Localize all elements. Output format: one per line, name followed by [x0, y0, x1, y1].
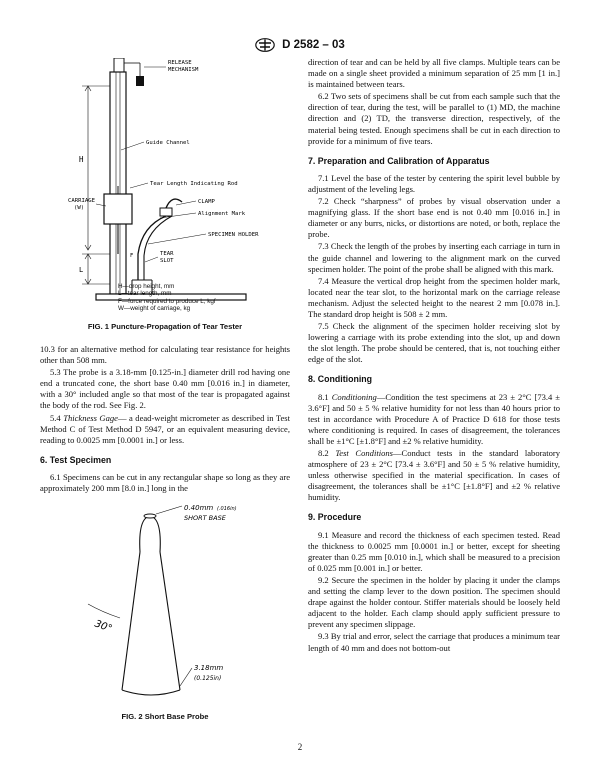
paragraph: 10.3 for an alternative method for calculating tear resistance for heights other than 508 mm. [40, 344, 290, 366]
paragraph: 7.2 Check “sharpness” of probes by visual observation under a magnifying glass. If the short base end is not 0.40 mm [0.016 in.] in diameter or any burrs, nicks, or distortions are noted, or both, replace the probe. [308, 196, 560, 240]
paragraph: 7.4 Measure the vertical drop height from the specimen holder mark, located near the tear slot, to the horizontal mark on the carriage release mechanism. Adjust the selected height to the nearest 2 mm [0.078 in.]. The standard drop height is 508 ± 2 mm. [308, 275, 560, 319]
paragraph: 7.5 Check the alignment of the specimen holder receiving slot by lowering a carriage with its probe extending into the slot, up and down the slot length. The probe should be centered, that is, not touching either edge of the slot. [308, 321, 560, 365]
fig1-legend [118, 283, 216, 313]
paragraph: 9.2 Secure the specimen in the holder by placing it under the clamps and setting the clamp lever to the down position. The specimen should drape against the holder contour. Stiffer materials should be loosely held adjacent to the holder. Each clamp should apply sufficient pressure to prevent any specimen slippage. [308, 574, 560, 630]
paragraph: 9.3 By trial and error, select the carriage that produces a minimum tear length of 40 mm and does not bottom-out [308, 631, 560, 653]
label-mechanism: MECHANISM [168, 67, 199, 73]
paragraph: 5.4 Thickness Gage— a dead-weight micrometer as described in Test Method C of Test Method D 5947, or an equivalent measuring device, reading to 0.0025 mm [0.0001 in.] or less. [40, 412, 290, 445]
label-specimen-holder: SPECIMEN HOLDER [208, 232, 259, 238]
section-heading: 6. Test Specimen [40, 454, 112, 465]
legend-item: H—drop height, mm [118, 283, 175, 290]
section-heading: 9. Procedure [308, 512, 362, 523]
paragraph: 7.1 Level the base of the tester by centering the spirit level bubble by adjustment of the leveling legs. [308, 172, 560, 194]
fig1-caption: FIG. 1 Puncture-Propagation of Tear Tester [87, 322, 243, 331]
label-tear: TEAR [160, 251, 174, 257]
paragraph: 9.1 Measure and record the thickness of each specimen tested. Read the thickness to 0.0025 mm [0.0001 in.] or better, except for sheeting greater than 0.25 mm [0.010 in.], which shall be measured to a precision of 0.025 mm [0.001 in.] or better. [308, 529, 560, 573]
paragraph: 7.3 Check the length of the probes by inserting each carriage in turn in the guide channel and lowering to the alignment mark on the curved specimen holder. The point of the probe shall be aligned with this mark. [308, 241, 560, 274]
astm-logo-icon [255, 38, 275, 52]
fig2-diameter: 3.18mm [194, 664, 224, 672]
document-code: D 2582 – 03 [282, 39, 345, 52]
fig2-top-label-in: (.016in) [217, 506, 237, 512]
label-release: RELEASE [168, 60, 192, 66]
page-header [0, 36, 600, 54]
label-slot: SLOT [160, 258, 174, 264]
legend-item: W—weight of carriage, kg [118, 305, 191, 313]
label-clamp: CLAMP [198, 199, 215, 205]
fig2-diameter-in: (0.125in) [194, 675, 222, 682]
section-heading: 7. Preparation and Calibration of Apparatus [308, 155, 490, 166]
fig2-short-base-probe-drawing [80, 500, 260, 705]
section-heading: 8. Conditioning [308, 374, 373, 385]
page-number: 2 [297, 742, 303, 752]
legend-item: L—tear length, mm [118, 290, 172, 298]
fig2-short-base: SHORT BASE [184, 514, 226, 522]
left-column [40, 344, 290, 494]
paragraph: 8.2 Test Conditions—Conduct tests in the standard laboratory atmosphere of 23 ± 2°C [73.4 ± 3.6°F] and 50 ± 5 % relative humidity, unless otherwise specified in the material specification. In cases of disagreement, the tolerances shall be ±1°C [±1.8°F] and ±2 % relative humidity. [308, 448, 560, 503]
paragraph: 6.1 Specimens can be cut in any rectangular shape so long as they are approximately 200 mm [8.0 in.] long in the [40, 471, 290, 494]
label-carriage-w: (W) [74, 205, 85, 211]
fig1-tear-tester-drawing [48, 58, 288, 318]
fig2-angle: 30° [92, 618, 114, 635]
label-carriage: CARRIAGE [68, 198, 95, 204]
fig2-caption: FIG. 2 Short Base Probe [121, 712, 209, 721]
paragraph: 8.1 Conditioning—Condition the test specimens at 23 ± 2°C [73.4 ± 3.6°F] and 50 ± 5 % relative humidity for not less than 40 hours prior to test in accordance with Procedure A of Practice D 618 for those tests where conditioning is required. In cases of disagreement, the tolerances shall be ±1°C [±1.8°F] and ±2 % relative humidity. [308, 391, 560, 446]
paragraph: 6.2 Two sets of specimens shall be cut from each sample such that the direction of tear, during the test, will be parallel to (1) MD, the machine direction and (2) TD, the transverse direction, respectively, of the material being tested. Enough specimens shall be cut in each direction to provide for a minimum of five tears. [308, 91, 560, 146]
label-tear-length-rod: Tear Length Indicating Rod [150, 181, 238, 187]
label-F: F [130, 253, 134, 259]
label-alignment-mark: Alignment Mark [198, 211, 246, 217]
paragraph: direction of tear and can be held by all five clamps. Multiple tears can be made on a single sheet provided a minimum separation of 25 mm [1 in.] is maintained between tears. [308, 57, 560, 90]
paragraph: 5.3 The probe is a 3.18-mm [0.125-in.] diameter drill rod having one end a truncated cone, the short base 0.40 mm [0.016 in.] in diameter, with a 30° included angle so that most of the tear is propagated against the body of the rod. See Fig. 2. [40, 367, 290, 411]
label-H: H [79, 155, 84, 164]
legend-item: F—force required to produce L, kgf [118, 297, 216, 305]
right-column [308, 57, 560, 654]
label-guide-channel: Guide Channel [146, 140, 190, 146]
fig2-top-label: 0.40mm [184, 504, 214, 512]
label-L: L [79, 266, 84, 274]
